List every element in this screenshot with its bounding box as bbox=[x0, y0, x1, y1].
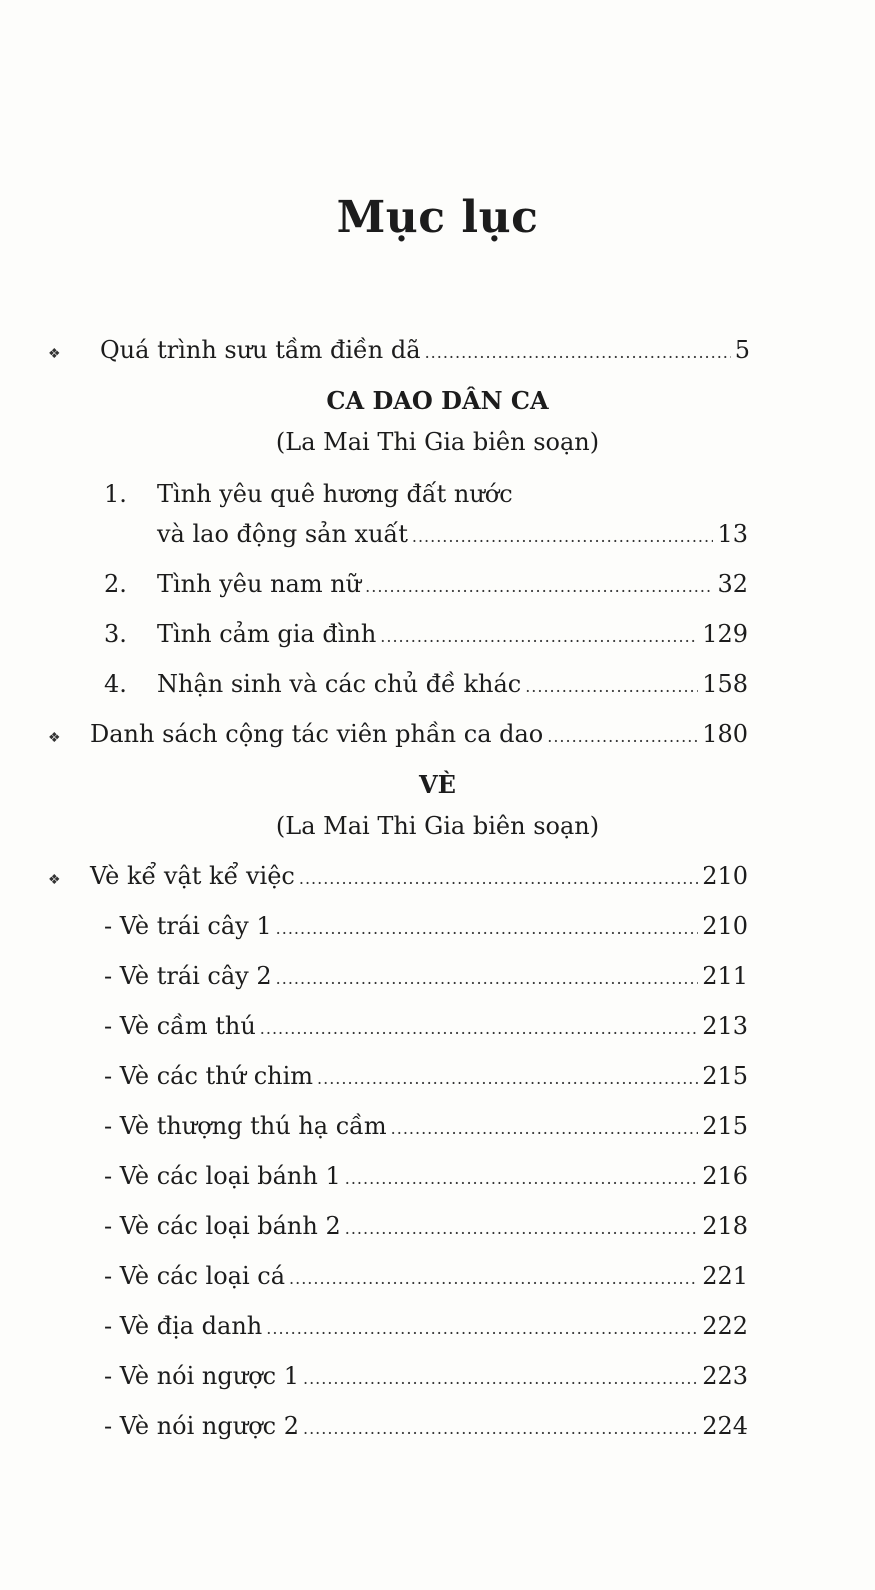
toc-entry-label: Nhận sinh và các chủ đề khác bbox=[157, 670, 522, 698]
toc-entry-label: - Vè nói ngược 2 bbox=[104, 1412, 299, 1440]
dot-leader bbox=[412, 527, 714, 546]
bullet-icon: ❖ bbox=[48, 872, 61, 888]
toc-entry-page: 222 bbox=[702, 1312, 748, 1340]
toc-subentry[interactable] bbox=[104, 1062, 748, 1096]
toc-entry-page: 216 bbox=[702, 1162, 748, 1190]
toc-entry-label: - Vè các loại bánh 2 bbox=[104, 1212, 341, 1240]
toc-entry-2[interactable] bbox=[157, 570, 748, 604]
toc-entry-page: 13 bbox=[717, 520, 748, 548]
toc-subentry[interactable] bbox=[104, 1012, 748, 1046]
dot-leader bbox=[276, 969, 699, 988]
toc-subentry[interactable] bbox=[104, 1212, 748, 1246]
toc-item-number: 4. bbox=[104, 670, 127, 698]
dot-leader bbox=[425, 343, 731, 362]
section-subheading-ve: (La Mai Thi Gia biên soạn) bbox=[275, 812, 600, 840]
toc-subentry[interactable] bbox=[104, 1162, 748, 1196]
toc-entry-page: 223 bbox=[702, 1362, 748, 1390]
toc-entry-page: 224 bbox=[702, 1412, 748, 1440]
toc-item-number: 2. bbox=[104, 570, 127, 598]
dot-leader bbox=[289, 1269, 698, 1288]
section-heading-ve: VÈ bbox=[419, 770, 456, 799]
toc-subentry[interactable] bbox=[104, 912, 748, 946]
toc-entry-label: - Vè các thứ chim bbox=[104, 1062, 314, 1090]
toc-entry-page: 215 bbox=[702, 1062, 748, 1090]
toc-entry-page: 213 bbox=[702, 1012, 748, 1040]
toc-subentry[interactable] bbox=[104, 1112, 748, 1146]
toc-entry-label: - Vè cầm thú bbox=[104, 1012, 256, 1040]
bullet-icon: ❖ bbox=[48, 730, 61, 746]
dot-leader bbox=[547, 727, 698, 746]
dot-leader bbox=[345, 1219, 698, 1238]
toc-entry-label: và lao động sản xuất bbox=[157, 520, 408, 548]
dot-leader bbox=[391, 1119, 699, 1138]
dot-leader bbox=[345, 1169, 698, 1188]
toc-entry-3[interactable] bbox=[157, 620, 748, 654]
toc-subentry[interactable] bbox=[104, 962, 748, 996]
toc-entry-page: 129 bbox=[702, 620, 748, 648]
toc-entry-page: 158 bbox=[702, 670, 748, 698]
section-heading-ca-dao: CA DAO DÂN CA bbox=[326, 386, 549, 415]
toc-entry-page: 218 bbox=[702, 1212, 748, 1240]
toc-entry-group[interactable] bbox=[90, 862, 748, 896]
toc-entry-label: - Vè các loại cá bbox=[104, 1262, 286, 1290]
section-subheading-ca-dao: (La Mai Thi Gia biên soạn) bbox=[275, 428, 600, 456]
dot-leader bbox=[317, 1069, 698, 1088]
dot-leader bbox=[525, 677, 698, 696]
toc-entry-label: - Vè trái cây 1 bbox=[104, 912, 272, 940]
toc-entry-label: - Vè địa danh bbox=[104, 1312, 263, 1340]
toc-entry-label: - Vè thượng thú hạ cầm bbox=[104, 1112, 387, 1140]
toc-subentry[interactable] bbox=[104, 1312, 748, 1346]
toc-entry-page: 215 bbox=[702, 1112, 748, 1140]
toc-item-first-line: Tình yêu quê hương đất nước bbox=[157, 480, 513, 508]
toc-subentry[interactable] bbox=[104, 1262, 748, 1296]
toc-entry-page: 5 bbox=[734, 336, 750, 364]
toc-entry-label: - Vè nói ngược 1 bbox=[104, 1362, 299, 1390]
toc-entry-label: Tình cảm gia đình bbox=[157, 620, 377, 648]
toc-entry-page: 221 bbox=[702, 1262, 748, 1290]
dot-leader bbox=[260, 1019, 698, 1038]
dot-leader bbox=[303, 1419, 698, 1438]
toc-entry-label: Tình yêu nam nữ bbox=[157, 570, 362, 598]
toc-entry-label: Quá trình sưu tầm điền dã bbox=[100, 336, 421, 364]
toc-item-number: 3. bbox=[104, 620, 127, 648]
toc-subentry[interactable] bbox=[104, 1412, 748, 1446]
toc-entry-label: Danh sách cộng tác viên phần ca dao bbox=[90, 720, 544, 748]
toc-entry-label: - Vè trái cây 2 bbox=[104, 962, 272, 990]
toc-entry-contributors[interactable] bbox=[90, 720, 748, 754]
toc-entry-4[interactable] bbox=[157, 670, 748, 704]
dot-leader bbox=[303, 1369, 698, 1388]
dot-leader bbox=[380, 627, 698, 646]
toc-entry-label: Vè kể vật kể việc bbox=[90, 862, 295, 890]
toc-entry-page: 210 bbox=[702, 912, 748, 940]
bullet-icon: ❖ bbox=[48, 346, 61, 362]
toc-entry-1[interactable] bbox=[157, 520, 748, 554]
toc-entry-label: - Vè các loại bánh 1 bbox=[104, 1162, 341, 1190]
dot-leader bbox=[266, 1319, 698, 1338]
toc-subentry[interactable] bbox=[104, 1362, 748, 1396]
toc-entry-page: 180 bbox=[702, 720, 748, 748]
toc-entry-page: 32 bbox=[717, 570, 748, 598]
toc-item-number: 1. bbox=[104, 480, 127, 508]
dot-leader bbox=[365, 577, 713, 596]
toc-entry-page: 210 bbox=[702, 862, 748, 890]
toc-entry-page: 211 bbox=[702, 962, 748, 990]
dot-leader bbox=[299, 869, 698, 888]
page-title: Mục lục bbox=[336, 192, 539, 243]
dot-leader bbox=[276, 919, 699, 938]
toc-entry-intro[interactable] bbox=[100, 336, 750, 370]
